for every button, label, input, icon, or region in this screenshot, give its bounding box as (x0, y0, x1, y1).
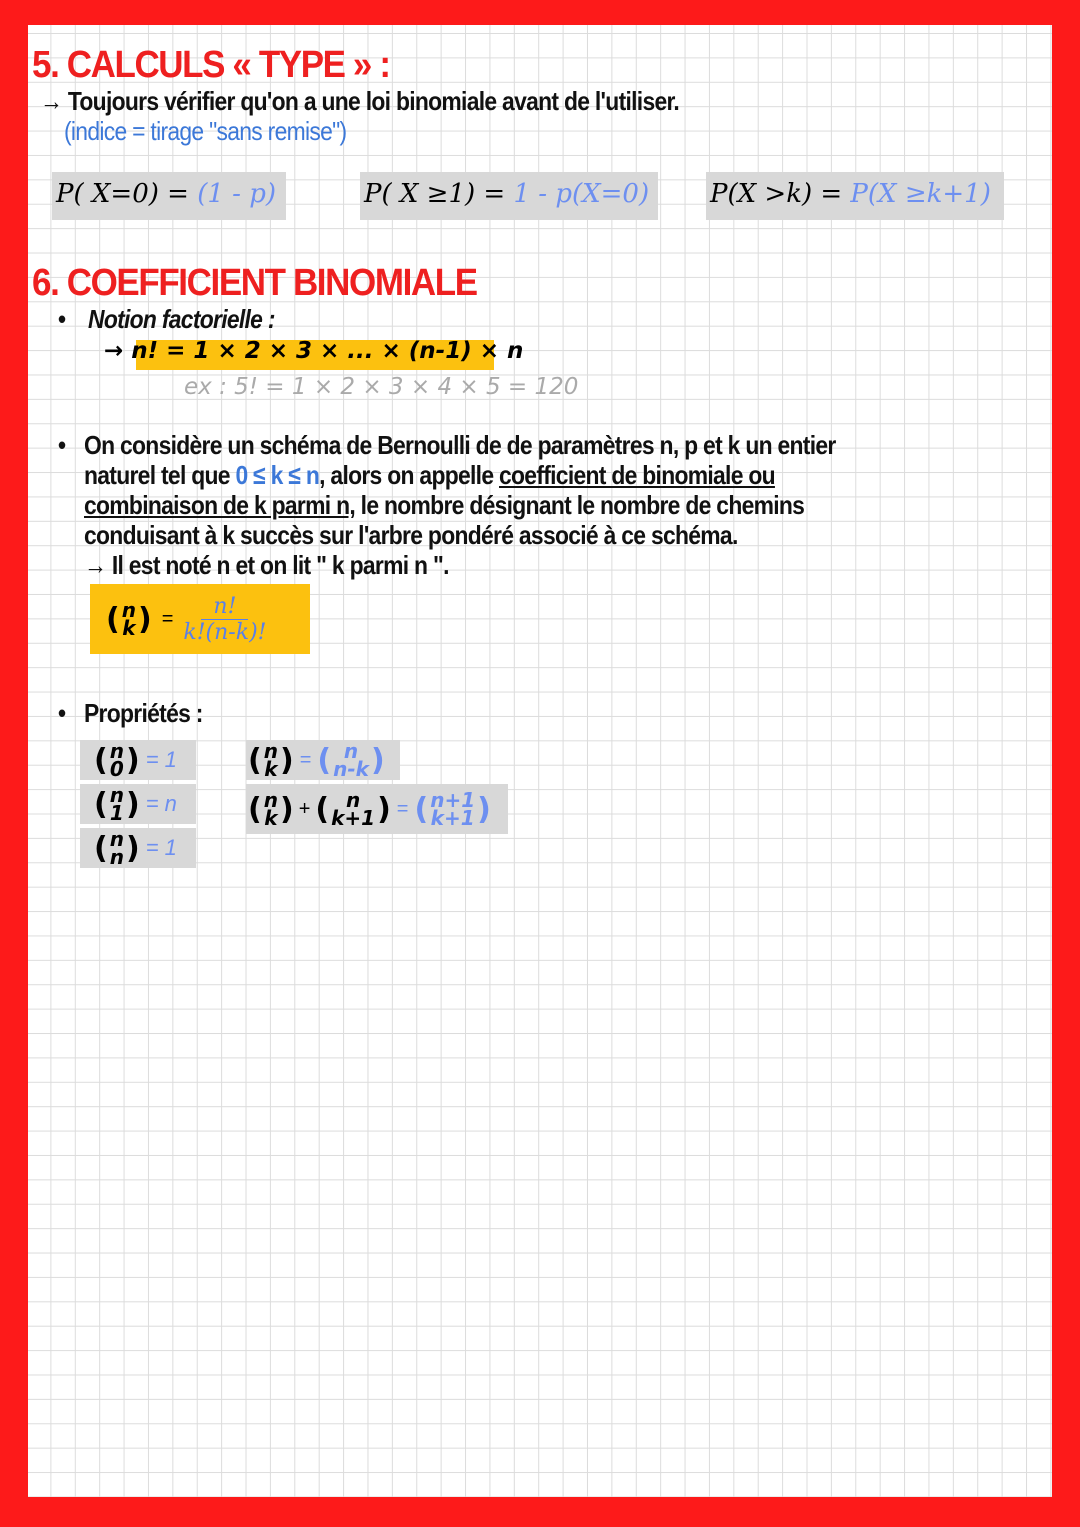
eq: = (161, 607, 174, 630)
bot: 1 (109, 801, 124, 825)
bullet-dot: • (58, 698, 66, 728)
f2-left: P( X ≥1) = (364, 179, 514, 209)
formula-box-2 (360, 172, 658, 220)
top: n (109, 739, 124, 763)
s5-line1: → Toujours vérifier qu'on a une loi binomiale avant de l'utiliser. (40, 86, 680, 116)
f2-right: 1 - p(X=0) (513, 179, 650, 209)
top: n (345, 788, 361, 812)
fraction (183, 594, 266, 645)
factorial-definition: → n! = 1 × 2 × 3 × ... × (n-1) × n (104, 338, 524, 364)
t: naturel tel que (84, 460, 236, 490)
prop-box-0: ( n 0 ) = 1 (80, 740, 196, 780)
k: k (122, 616, 136, 640)
f3-left: P(X >k) = (710, 179, 851, 209)
top: n (343, 739, 359, 763)
bot: k (264, 757, 278, 781)
top: n (263, 788, 278, 812)
binom-nk: ( n k ) (106, 598, 152, 640)
t: le nombre désignant le nombre de chemins (355, 490, 805, 520)
f3-right: P(X ≥k+1) (850, 179, 991, 209)
pascal-property: ( n k ) + ( n k+1 ) = ( n+1 k+1 ) (246, 784, 508, 834)
term: combinaison de k parmi n, (84, 490, 356, 520)
def-line-2 (84, 460, 775, 491)
top: n (109, 783, 124, 807)
top: n (109, 827, 124, 851)
bot: k+1 (430, 806, 475, 830)
f1-right: (1 - p) (197, 179, 276, 209)
bot: n (109, 845, 124, 869)
bullet-dot: • (58, 430, 66, 460)
section-5-title: 5. CALCULS « TYPE » : (32, 44, 390, 86)
bot: n-k (333, 757, 369, 781)
denominator: k!(n-k)! (183, 619, 267, 645)
def-line-5: → Il est noté n et on lit " k parmi n ". (84, 550, 449, 580)
factorial-example: ex : 5! = 1 × 2 × 3 × 4 × 5 = 120 (184, 374, 579, 400)
range: 0 ≤ k ≤ n (235, 460, 320, 490)
numerator: n! (201, 594, 248, 620)
bot: k+1 (331, 806, 376, 830)
def-line-4: conduisant à k succès sur l'arbre pondéré associé à ce schéma. (84, 520, 738, 550)
binomial-formula-box (90, 584, 310, 654)
def-line-1: On considère un schéma de Bernoulli de de paramètres n, p et k un entier (84, 430, 836, 460)
bullet-dot: • (58, 304, 66, 334)
plus: + (298, 797, 311, 820)
symmetry-property: ( n k ) = ( n n-k ) (246, 740, 400, 780)
rhs: = 1 (145, 835, 177, 860)
top: n+1 (430, 788, 476, 812)
formula-box-3 (706, 172, 1004, 220)
rhs: = 1 (145, 747, 177, 772)
s5-line2: (indice = tirage "sans remise") (64, 116, 347, 146)
proprietes-heading: Propriétés : (84, 698, 203, 728)
formula-box-1 (52, 172, 286, 220)
eq: = (299, 748, 312, 771)
section-6-title: 6. COEFFICIENT BINOMIALE (32, 262, 477, 304)
prop-box-2: ( n n ) = 1 (80, 828, 196, 868)
def-line-3 (84, 490, 804, 521)
top: n (263, 739, 278, 763)
bot: 0 (109, 757, 124, 781)
rhs: = n (145, 791, 177, 816)
prop-box-1: ( n 1 ) = n (80, 784, 196, 824)
term: coefficient de binomiale ou (499, 460, 775, 490)
f1-left: P( X=0) = (56, 179, 198, 209)
notion-factorielle-heading: Notion factorielle : (88, 304, 275, 334)
eq: = (396, 797, 409, 820)
t: , alors on appelle (319, 460, 500, 490)
n: n (121, 598, 136, 622)
bot: k (264, 806, 278, 830)
